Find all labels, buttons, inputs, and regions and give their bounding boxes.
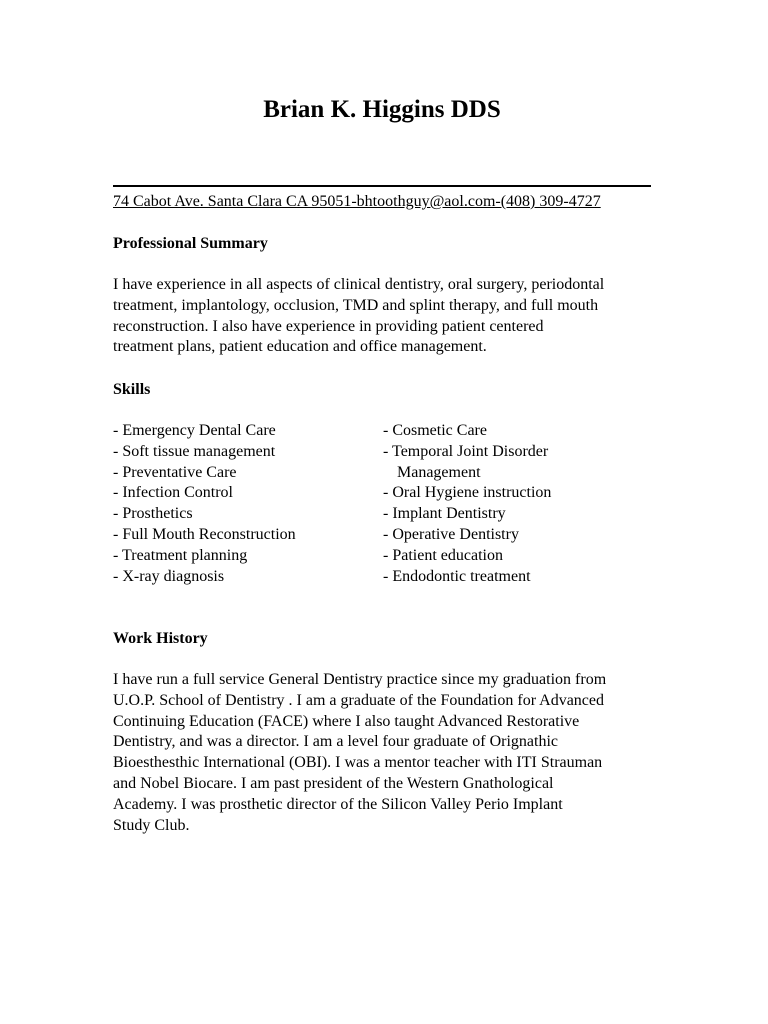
skill-item: - Full Mouth Reconstruction xyxy=(113,525,296,543)
work-history-heading: Work History xyxy=(113,630,208,647)
skill-item: - Soft tissue management xyxy=(113,442,276,460)
skill-item: - Infection Control xyxy=(113,484,233,502)
skill-item: - Patient education xyxy=(383,546,503,564)
skills-list-left xyxy=(113,421,373,587)
skill-item: - X-ray diagnosis xyxy=(113,567,225,585)
skill-item: - Temporal Joint Disorder Management xyxy=(383,442,549,481)
skill-item: - Endodontic treatment xyxy=(383,567,531,585)
resume-name-heading: Brian K. Higgins DDS xyxy=(263,96,501,123)
skill-item: - Implant Dentistry xyxy=(383,505,506,523)
skill-item: - Cosmetic Care xyxy=(383,422,487,439)
skill-item: - Prosthetics xyxy=(113,505,193,523)
skill-item: - Emergency Dental Care xyxy=(113,422,276,439)
professional-summary-text: I have experience in all aspects of clinical dentistry, oral surgery, periodontal treatment, implantology, occlusion, TMD and splint therapy, and full mouth reconstruction. I also have experience in providing patient centered treatment plans, patient education and office management. xyxy=(113,276,605,356)
work-history-text: I have run a full service General Dentistry practice since my graduation from U.O.P. School of Dentistry . I am a graduate of the Foundation for Advanced Continuing Education (FACE) where I also taught Advanced Restorative Dentistry, and was a director. I am a level four graduate of Orignathic Bioesthesthic International (OBI). I was a mentor teacher with ITI Strauman and Nobel Biocare. I am past president of the Western Gnathological Academy. I was prosthetic director of the Silicon Valley Perio Implant Study Club. xyxy=(113,671,607,834)
skill-item: - Treatment planning xyxy=(113,546,248,564)
professional-summary-heading: Professional Summary xyxy=(113,235,268,252)
skill-item: - Oral Hygiene instruction xyxy=(383,484,552,502)
contact-line: 74 Cabot Ave. Santa Clara CA 95051-bhtoothguy@aol.com-(408) 309-4727 xyxy=(113,193,601,210)
header-divider xyxy=(113,185,651,187)
skill-item: - Operative Dentistry xyxy=(383,525,519,543)
skills-list-right xyxy=(383,421,613,587)
skills-heading: Skills xyxy=(113,381,151,398)
skill-item: - Preventative Care xyxy=(113,463,237,481)
